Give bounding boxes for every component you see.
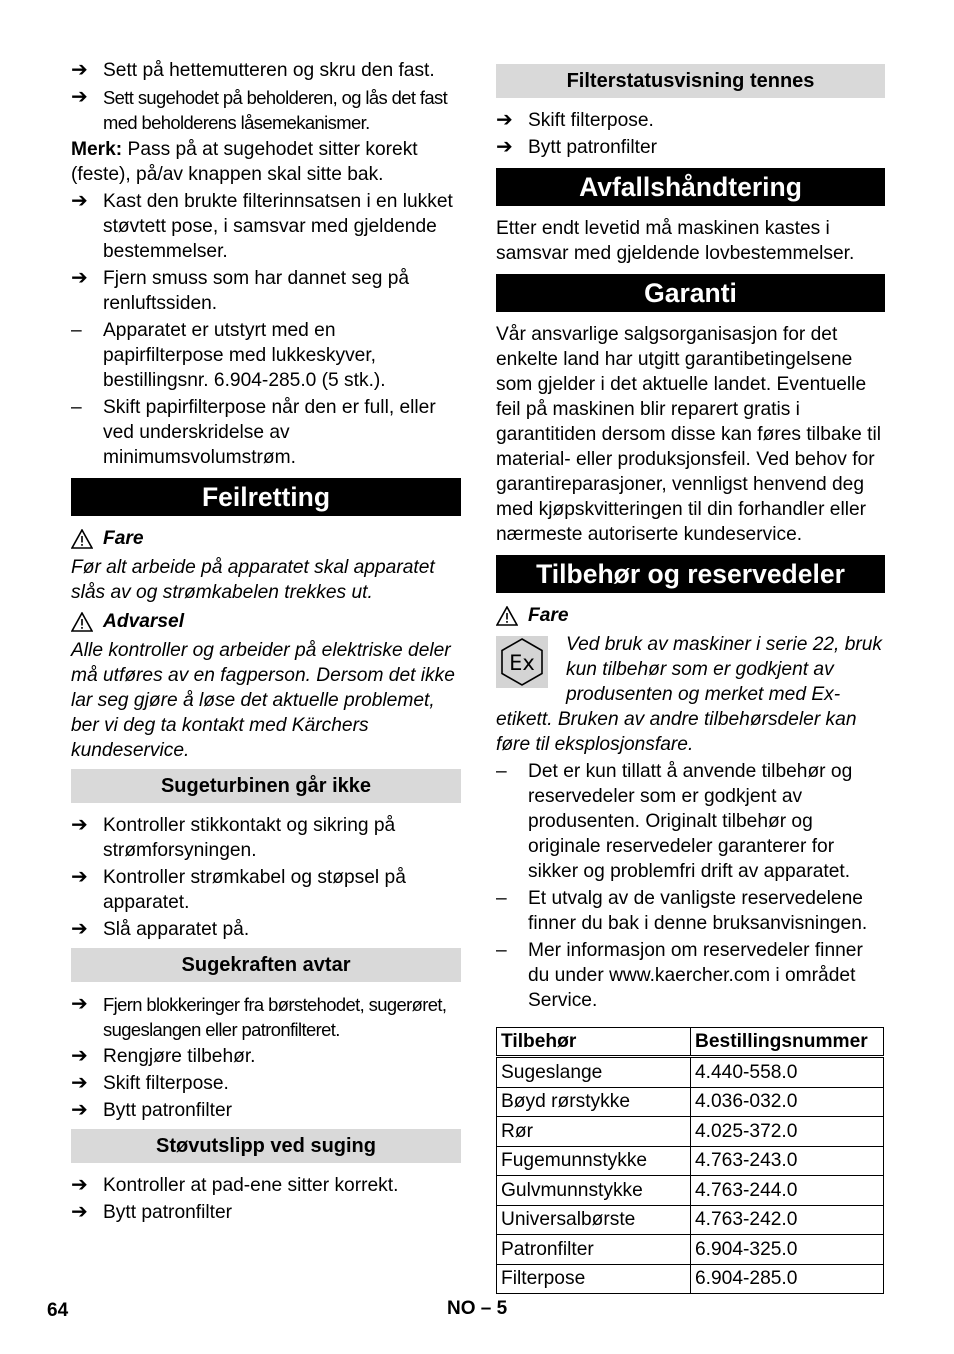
right-arrow-icon: ➔ <box>71 190 88 212</box>
section-heading-tilbehor: Tilbehør og reservedeler <box>496 555 885 593</box>
table-row <box>497 1087 884 1117</box>
subheading-filterstatus: Filterstatusvisning tennes <box>496 64 885 98</box>
warning-triangle-icon <box>71 612 93 632</box>
step-item: ➔ Bytt patronfilter <box>496 136 658 158</box>
left-column <box>71 58 461 1227</box>
ex-explosion-protection-icon <box>496 636 548 688</box>
right-arrow-icon: ➔ <box>496 109 513 131</box>
step-item: ➔ Kontroller stikkontakt og sikring på strømforsyningen. <box>71 814 396 861</box>
advarsel-heading: Advarsel <box>71 609 461 634</box>
part-number: 4.763-244.0 <box>691 1176 884 1206</box>
fare-heading: Fare <box>496 603 885 628</box>
table-row <box>497 1146 884 1176</box>
table-header-row <box>497 1028 884 1057</box>
table-row <box>497 1264 884 1294</box>
subheading-sugeturbinen: Sugeturbinen går ikke <box>71 769 461 803</box>
step-item: ➔ Fjern smuss som har dannet seg på renluftssiden. <box>71 267 410 314</box>
right-arrow-icon: ➔ <box>71 866 88 888</box>
right-arrow-icon: ➔ <box>71 814 88 836</box>
part-number: 4.763-243.0 <box>691 1146 884 1176</box>
section-heading-garanti: Garanti <box>496 274 885 312</box>
step-item: ➔ Sett sugehodet på beholderen, og lås det fast med beholderens låsemekanismer. <box>71 86 448 133</box>
right-arrow-icon: ➔ <box>71 1045 88 1067</box>
avfall-text: Etter endt levetid må maskinen kastes i samsvar med gjeldende lovbestemmelser. <box>496 218 855 264</box>
table-row <box>497 1176 884 1206</box>
step-item: ➔ Rengjøre tilbehør. <box>71 1045 256 1067</box>
right-arrow-icon: ➔ <box>71 59 88 81</box>
right-arrow-icon: ➔ <box>71 86 88 108</box>
part-name: Rør <box>497 1117 691 1147</box>
right-arrow-icon: ➔ <box>71 1201 88 1223</box>
right-arrow-icon: ➔ <box>71 1072 88 1094</box>
page-number: 64 <box>47 1300 69 1321</box>
garanti-text: Vår ansvarlige salgsorganisasjon for det enkelte land har utgitt garantibetingelsene som gjelder i det aktuelle landet. Eventuelle feil på maskinen blir reparert gratis i garantitiden dersom disse kan føres tilbake til material- eller produksjonsfeil. Ved behov for garantireparasjoner, vennligst henvend deg med kjøpskvitteringen til din forhandler eller nærmeste autoriserte kundeservice. <box>496 324 881 545</box>
warning-triangle-icon <box>71 529 93 549</box>
step-item: ➔ Sett på hettemutteren og skru den fast. <box>71 59 435 81</box>
step-item: ➔ Fjern blokkeringer fra børstehodet, sugerøret, sugeslangen eller patronfilteret. <box>71 993 447 1040</box>
section-heading-avfall: Avfallshåndtering <box>496 168 885 206</box>
part-number: 4.440-558.0 <box>691 1057 884 1088</box>
right-arrow-icon: ➔ <box>71 1174 88 1196</box>
right-arrow-icon: ➔ <box>71 993 88 1015</box>
table-row <box>497 1057 884 1088</box>
dash-item: – Apparatet er utstyrt med en papirfilterpose med lukkeskyver, bestillingsnr. 6.904-285.0 (5 stk.). <box>71 320 386 391</box>
note-paragraph: Merk: Pass på at sugehodet sitter korekt (feste), på/av knappen skal sitte bak. <box>71 139 418 185</box>
warning-triangle-icon <box>496 606 518 626</box>
part-number: 4.036-032.0 <box>691 1087 884 1117</box>
subheading-stovutslipp: Støvutslipp ved suging <box>71 1129 461 1163</box>
ex-warning-block <box>496 632 885 757</box>
fare-heading: Fare <box>71 526 461 551</box>
step-item: ➔ Slå apparatet på. <box>71 918 250 940</box>
section-indicator: NO – 5 <box>447 1298 508 1319</box>
part-name: Sugeslange <box>497 1057 691 1088</box>
fare-text: Ved bruk av maskiner i serie 22, bruk kun tilbehør som er godkjent av produsenten og merket med Ex-etikett. Bruken av andre tilbehørsdeler kan føre til eksplosjonsfare. <box>496 634 883 755</box>
part-name: Patronfilter <box>497 1235 691 1265</box>
step-item: ➔ Bytt patronfilter <box>71 1201 233 1223</box>
part-number: 6.904-325.0 <box>691 1235 884 1265</box>
step-item: ➔ Bytt patronfilter <box>71 1099 233 1121</box>
section-heading-feilretting: Feilretting <box>71 478 461 516</box>
right-arrow-icon: ➔ <box>71 1099 88 1121</box>
table-row <box>497 1117 884 1147</box>
right-arrow-icon: ➔ <box>71 918 88 940</box>
dash-item: – Skift papirfilterpose når den er full, eller ved underskridelse av minimumsvolumstrøm. <box>71 397 436 468</box>
part-number: 4.025-372.0 <box>691 1117 884 1147</box>
dash-item: – Det er kun tillatt å anvende tilbehør og reservedeler som er godkjent av produsenten. Originalt tilbehør og originale reservedeler garanterer for sikker og problemfri drift av apparatet. <box>496 761 853 882</box>
column-header: Tilbehør <box>497 1028 691 1057</box>
right-arrow-icon: ➔ <box>496 136 513 158</box>
step-item: ➔ Skift filterpose. <box>71 1072 229 1094</box>
part-number: 4.763-242.0 <box>691 1205 884 1235</box>
column-header: Bestillingsnummer <box>691 1028 884 1057</box>
parts-table <box>496 1027 884 1294</box>
dash-item: – Mer informasjon om reservedeler finner du under www.kaercher.com i området Service. <box>496 940 863 1011</box>
table-row <box>497 1235 884 1265</box>
dash-item: – Et utvalg av de vanligste reservedelene finner du bak i denne bruksanvisningen. <box>496 888 868 934</box>
step-item: ➔ Kontroller at pad-ene sitter korrekt. <box>71 1174 399 1196</box>
part-name: Universalbørste <box>497 1205 691 1235</box>
fare-text: Før alt arbeide på apparatet skal apparatet slås av og strømkabelen trekkes ut. <box>71 557 435 603</box>
advarsel-text: Alle kontroller og arbeider på elektriske deler må utføres av en fagperson. Dersom det ikke lar seg gjøre å løse det aktuelle problemet, ber vi deg ta kontakt med Kärchers kundeservice. <box>71 640 455 761</box>
part-number: 6.904-285.0 <box>691 1264 884 1294</box>
step-item: ➔ Skift filterpose. <box>496 109 654 131</box>
right-arrow-icon: ➔ <box>71 267 88 289</box>
note-label: Merk: <box>71 139 123 160</box>
part-name: Bøyd rørstykke <box>497 1087 691 1117</box>
step-item: ➔ Kontroller strømkabel og støpsel på apparatet. <box>71 866 406 913</box>
subheading-sugekraften: Sugekraften avtar <box>71 948 461 982</box>
step-item: ➔ Kast den brukte filterinnsatsen i en lukket støvtett pose, i samsvar med gjeldende bestemmelser. <box>71 190 453 262</box>
part-name: Fugemunnstykke <box>497 1146 691 1176</box>
part-name: Filterpose <box>497 1264 691 1294</box>
table-row <box>497 1205 884 1235</box>
right-column <box>496 64 885 1294</box>
svg-text:Ex: Ex <box>509 651 535 675</box>
part-name: Gulvmunnstykke <box>497 1176 691 1206</box>
